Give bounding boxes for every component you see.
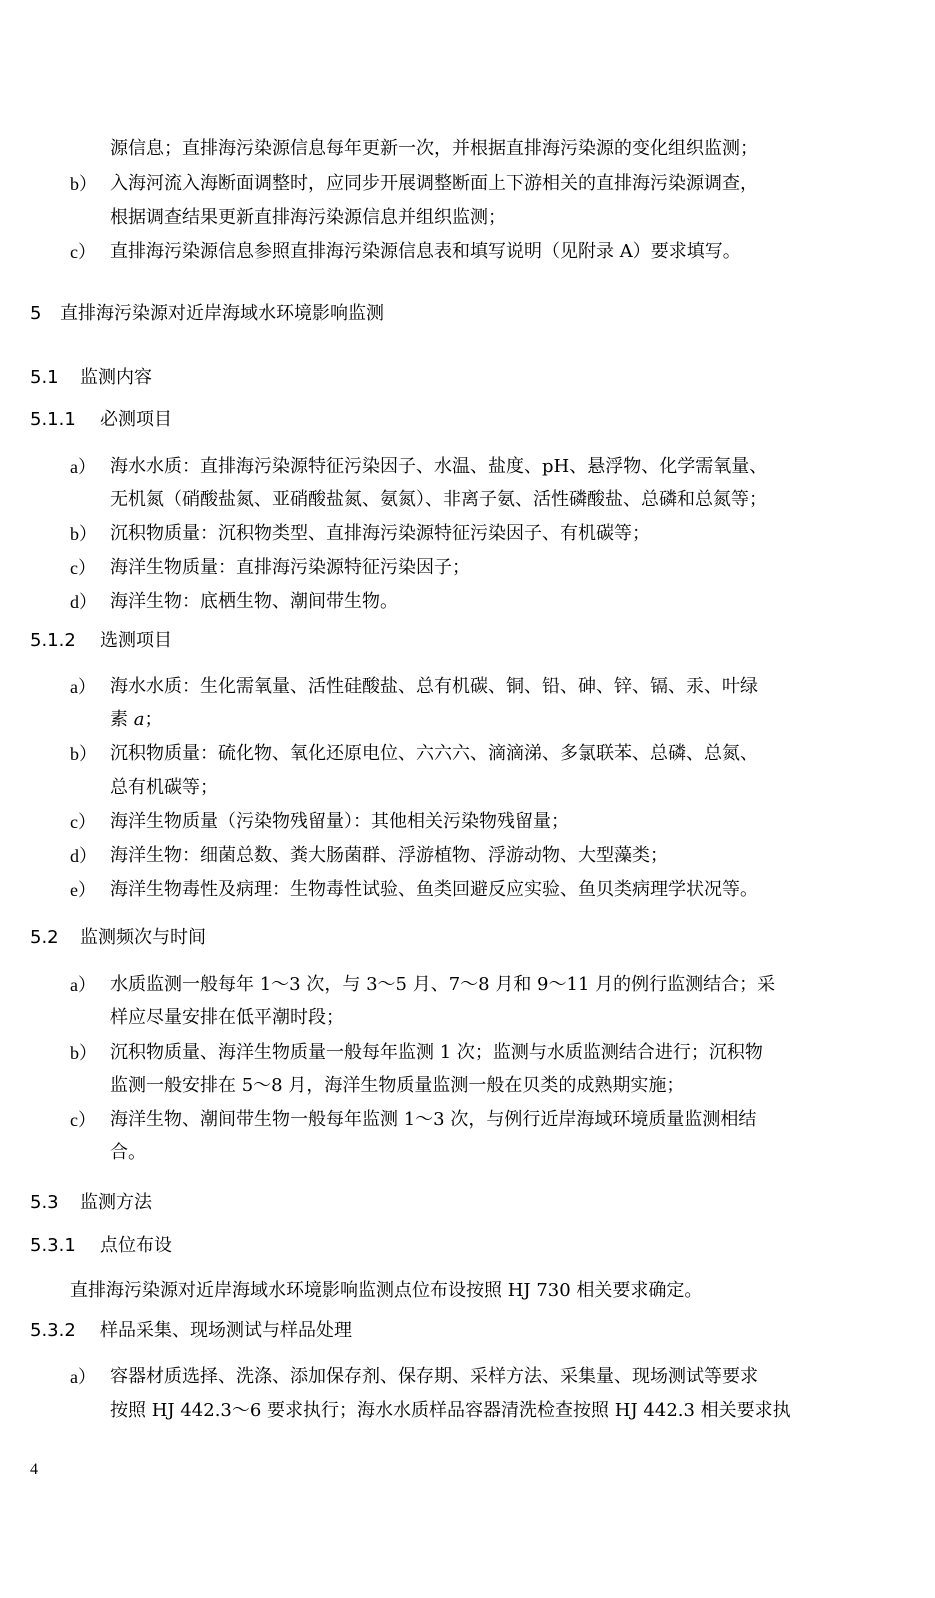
section-title: 直排海污染源对近岸海域水环境影响监测 [60, 303, 384, 324]
list-item-text: 沉积物质量、海洋生物质量一般每年监测 1 次；监测与水质监测结合进行；沉积物 [110, 1042, 763, 1063]
list-item-text: 样应尽量安排在低平潮时段； [110, 1007, 344, 1028]
list-item-text: 海洋生物：底栖生物、潮间带生物。 [110, 591, 398, 612]
list-item-text: 总有机碳等； [110, 777, 218, 798]
section-title: 样品采集、现场测试与样品处理 [100, 1320, 352, 1341]
subsubsection-heading [30, 408, 172, 432]
subsubsection-heading [30, 629, 172, 653]
list-item-text: 按照 HJ 442.3～6 要求执行；海水水质样品容器清洗检查按照 HJ 442.3 相关要求执 [110, 1400, 791, 1421]
section-title: 选测项目 [100, 630, 172, 651]
text-run: ； [144, 709, 163, 730]
paragraph-line: 直排海污染源对近岸海域水环境影响监测点位布设按照 HJ 730 相关要求确定。 [70, 1280, 703, 1301]
list-item-text: 海水水质：直排海污染源特征污染因子、水温、盐度、pH、悬浮物、化学需氧量、 [110, 456, 768, 477]
paragraph-line: 源信息；直排海污染源信息每年更新一次，并根据直排海污染源的变化组织监测； [110, 138, 758, 159]
list-label: d） [70, 846, 97, 866]
section-title: 监测方法 [80, 1192, 152, 1213]
list-label: a） [70, 975, 96, 995]
section-number: 5.1 [30, 367, 59, 388]
list-item-text: 沉积物质量：硫化物、氧化还原电位、六六六、滴滴涕、多氯联苯、总磷、总氮、 [110, 743, 758, 764]
list-item-text: 海水水质：生化需氧量、活性硅酸盐、总有机碳、铜、铅、砷、锌、镉、汞、叶绿 [110, 676, 758, 697]
subsection-heading [30, 366, 152, 390]
page-number: 4 [30, 1461, 38, 1478]
section-number: 5.3 [30, 1192, 59, 1213]
list-label: a） [70, 1367, 96, 1387]
list-label: a） [70, 677, 96, 697]
section-number: 5.2 [30, 927, 59, 948]
subsection-heading [30, 1191, 152, 1215]
subsection-heading [30, 926, 206, 950]
list-item-text: 水质监测一般每年 1～3 次，与 3～5 月、7～8 月和 9～11 月的例行监测结合；采 [110, 974, 776, 995]
list-label: c） [70, 1110, 96, 1130]
section-title: 监测内容 [80, 367, 152, 388]
list-item-text: 海洋生物：细菌总数、粪大肠菌群、浮游植物、浮游动物、大型藻类； [110, 845, 668, 866]
list-item-text: 合。 [110, 1142, 146, 1163]
list-item-text: 海洋生物质量（污染物残留量）：其他相关污染物残留量； [110, 811, 569, 832]
list-item-text: 海洋生物、潮间带生物一般每年监测 1～3 次，与例行近岸海域环境质量监测相结 [110, 1109, 757, 1130]
section-number: 5 [30, 303, 42, 324]
section-number: 5.1.2 [30, 630, 76, 651]
list-label: b） [70, 1043, 97, 1063]
list-item-text [110, 708, 162, 732]
section-title: 点位布设 [100, 1235, 172, 1256]
list-label: e） [70, 880, 96, 900]
subsubsection-heading [30, 1234, 172, 1258]
list-label: b） [70, 744, 97, 764]
list-item-text: 容器材质选择、洗涤、添加保存剂、保存期、采样方法、采集量、现场测试等要求 [110, 1366, 758, 1387]
list-item-text: 入海河流入海断面调整时，应同步开展调整断面上下游相关的直排海污染源调查， [110, 173, 758, 194]
list-label: d） [70, 592, 97, 612]
list-label: c） [70, 242, 96, 262]
list-item-text: 根据调查结果更新直排海污染源信息并组织监测； [110, 207, 506, 228]
italic-symbol: a [133, 709, 145, 730]
list-item-text: 沉积物质量：沉积物类型、直排海污染源特征污染因子、有机碳等； [110, 523, 650, 544]
section-number: 5.3.1 [30, 1235, 76, 1256]
list-item-text: 监测一般安排在 5～8 月，海洋生物质量监测一般在贝类的成熟期实施； [110, 1075, 685, 1096]
list-label: b） [70, 524, 97, 544]
section-number: 5.3.2 [30, 1320, 76, 1341]
text-run: 素 [110, 709, 134, 730]
list-item-text: 海洋生物质量：直排海污染源特征污染因子； [110, 557, 470, 578]
list-item-text: 直排海污染源信息参照直排海污染源信息表和填写说明（见附录 A）要求填写。 [110, 241, 741, 262]
list-label: c） [70, 812, 96, 832]
list-label: a） [70, 457, 96, 477]
subsubsection-heading [30, 1319, 352, 1343]
list-label: c） [70, 558, 96, 578]
section-title: 监测频次与时间 [80, 927, 206, 948]
section-number: 5.1.1 [30, 409, 76, 430]
section-heading [30, 302, 384, 326]
list-item-text: 海洋生物毒性及病理：生物毒性试验、鱼类回避反应实验、鱼贝类病理学状况等。 [110, 879, 758, 900]
section-title: 必测项目 [100, 409, 172, 430]
list-label: b） [70, 174, 97, 194]
list-item-text: 无机氮（硝酸盐氮、亚硝酸盐氮、氨氮）、非离子氨、活性磷酸盐、总磷和总氮等； [110, 489, 767, 510]
